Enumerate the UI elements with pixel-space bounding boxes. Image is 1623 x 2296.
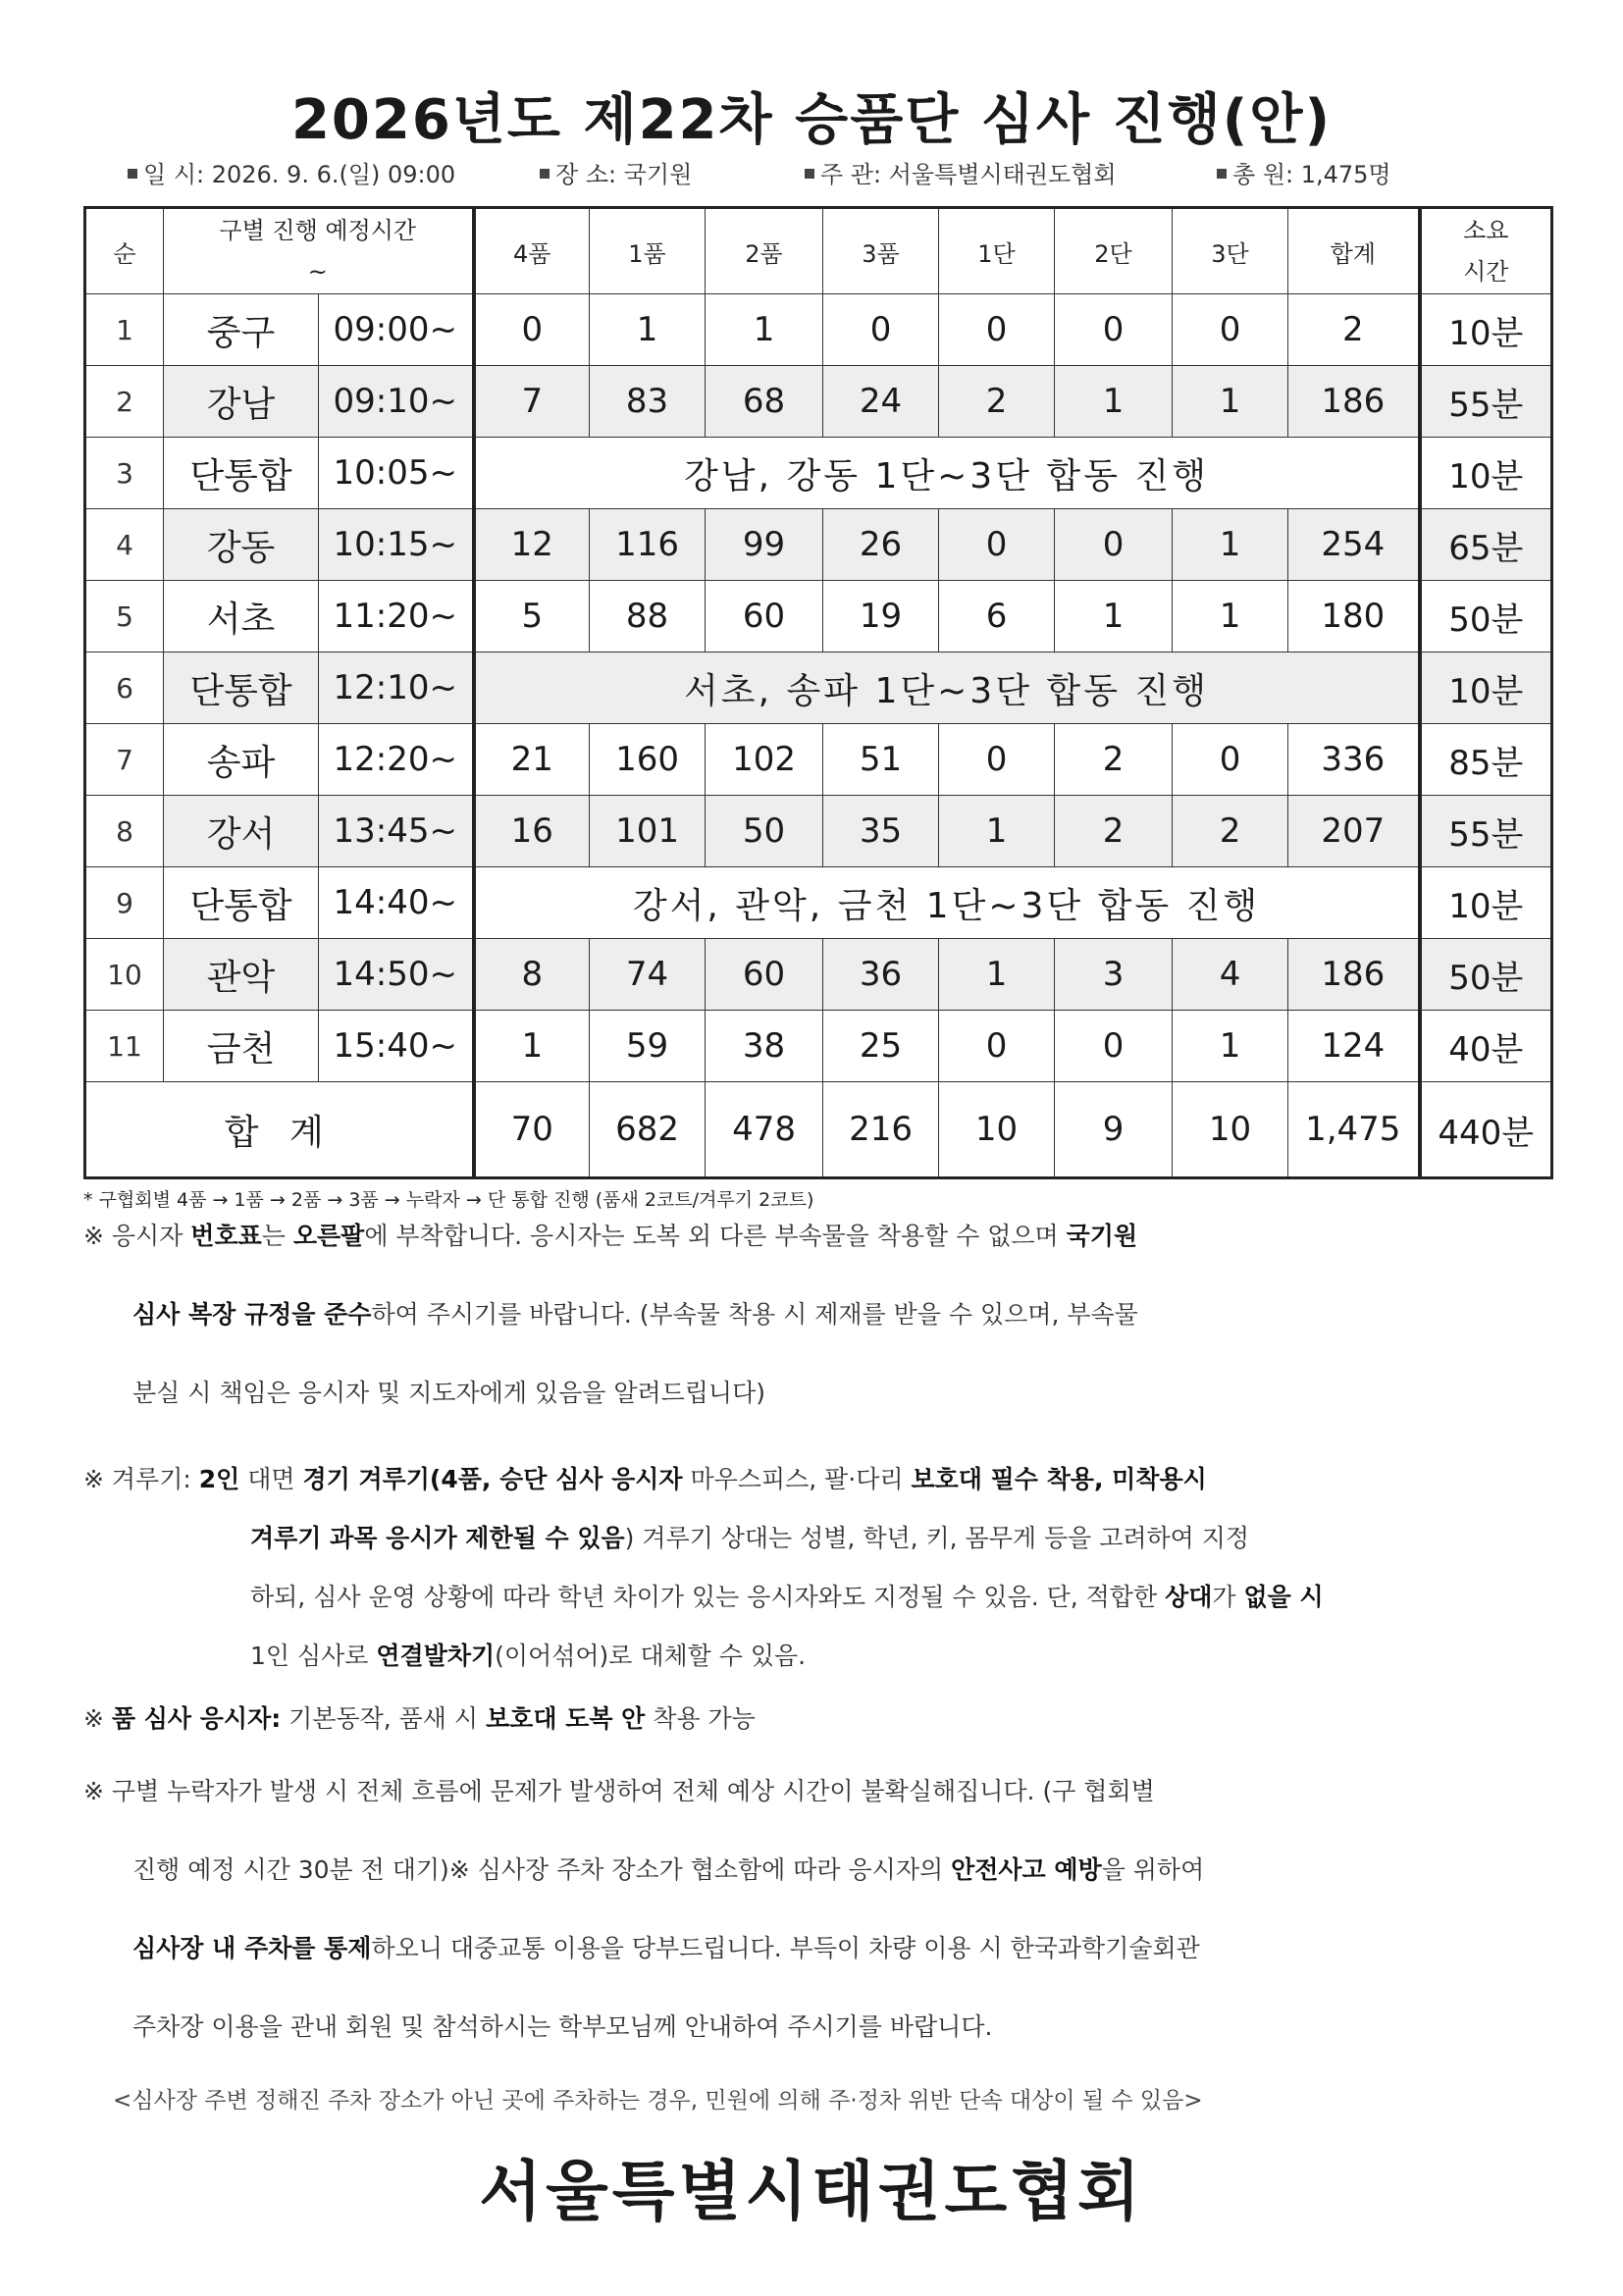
count-cell: 36: [823, 939, 939, 1011]
duration-cell: 10분: [1420, 652, 1552, 724]
duration-cell: 10분: [1420, 294, 1552, 366]
document-title: 2026년도 제22차 승품단 심사 진행(안): [290, 88, 1333, 152]
total-cell: 9: [1055, 1082, 1173, 1178]
count-cell: 8: [474, 939, 590, 1011]
district: 강남: [164, 366, 319, 438]
count-cell: 16: [474, 796, 590, 867]
district: 강서: [164, 796, 319, 867]
count-cell: 0: [823, 294, 939, 366]
count-cell: 21: [474, 724, 590, 796]
count-cell: 83: [590, 366, 706, 438]
count-cell: 3: [1055, 939, 1173, 1011]
start-time: 14:40~: [319, 867, 474, 939]
header-grade: 3품: [823, 208, 939, 294]
count-cell: 2: [1055, 796, 1173, 867]
header-grade: 3단: [1173, 208, 1288, 294]
table-row: [85, 509, 1552, 581]
start-time: 12:10~: [319, 652, 474, 724]
count-cell: 4: [1173, 939, 1288, 1011]
total-cell: 70: [474, 1082, 590, 1178]
table-footnote: * 구협회별 4품 → 1품 → 2품 → 3품 → 누락자 → 단 통합 진행 (품새 2코트/겨루기 2코트): [83, 1189, 814, 1211]
district: 관악: [164, 939, 319, 1011]
count-cell: 7: [474, 366, 590, 438]
note-2-line-4: 1인 심사로 연결발차기(이어섞어)로 대체할 수 있음.: [250, 1642, 807, 1670]
count-cell: 0: [939, 294, 1055, 366]
note-3: ※ 품 심사 응시자: 기본동작, 품새 시 보호대 도복 안 착용 가능: [83, 1704, 756, 1733]
header-sum: 합계: [1288, 208, 1420, 294]
count-cell: 0: [1173, 724, 1288, 796]
table-total-row: [85, 1082, 1552, 1178]
total-duration: 440분: [1420, 1082, 1552, 1178]
square-bullet-icon: [540, 169, 550, 179]
total-cell: 682: [590, 1082, 706, 1178]
total-cell: 10: [1173, 1082, 1288, 1178]
count-cell: 60: [706, 939, 823, 1011]
count-cell: 1: [474, 1011, 590, 1082]
row-number: 9: [85, 867, 164, 939]
district: 강동: [164, 509, 319, 581]
count-cell: 160: [590, 724, 706, 796]
note-4-line-2: 진행 예정 시간 30분 전 대기)※ 심사장 주차 장소가 협소함에 따라 응시자의 안전사고 예방을 위하여: [132, 1855, 1205, 1884]
count-cell: 19: [823, 581, 939, 652]
start-time: 13:45~: [319, 796, 474, 867]
sum-cell: 124: [1288, 1011, 1420, 1082]
count-cell: 99: [706, 509, 823, 581]
count-cell: 74: [590, 939, 706, 1011]
count-cell: 12: [474, 509, 590, 581]
district: 단통합: [164, 867, 319, 939]
duration-cell: 65분: [1420, 509, 1552, 581]
duration-cell: 50분: [1420, 581, 1552, 652]
count-cell: 0: [1173, 294, 1288, 366]
header-grade: 2품: [706, 208, 823, 294]
merged-note: 강서, 관악, 금천 1단~3단 합동 진행: [474, 867, 1420, 939]
note-2-line-1: ※ 겨루기: 2인 대면 경기 겨루기(4품, 승단 심사 응시자 마우스피스, 팔·다리 보호대 필수 착용, 미착용시: [83, 1465, 1207, 1493]
sum-cell: 186: [1288, 939, 1420, 1011]
row-number: 5: [85, 581, 164, 652]
meta-total: 총 원: 1,475명: [1217, 155, 1391, 189]
count-cell: 0: [1055, 1011, 1173, 1082]
square-bullet-icon: [805, 169, 814, 179]
table-row: [85, 724, 1552, 796]
count-cell: 0: [939, 1011, 1055, 1082]
duration-cell: 40분: [1420, 1011, 1552, 1082]
square-bullet-icon: [1217, 169, 1227, 179]
count-cell: 1: [1173, 509, 1288, 581]
row-number: 7: [85, 724, 164, 796]
count-cell: 50: [706, 796, 823, 867]
row-number: 4: [85, 509, 164, 581]
duration-cell: 55분: [1420, 366, 1552, 438]
square-bullet-icon: [128, 169, 137, 179]
count-cell: 5: [474, 581, 590, 652]
total-label: 합 계: [85, 1082, 474, 1178]
header-grade: 1단: [939, 208, 1055, 294]
total-sum: 1,475: [1288, 1082, 1420, 1178]
note-2-line-2: 겨루기 과목 응시가 제한될 수 있음) 겨루기 상대는 성별, 학년, 키, 몸무게 등을 고려하여 지정: [250, 1524, 1250, 1552]
count-cell: 1: [1055, 366, 1173, 438]
count-cell: 25: [823, 1011, 939, 1082]
duration-cell: 10분: [1420, 867, 1552, 939]
district: 서초: [164, 581, 319, 652]
count-cell: 1: [939, 796, 1055, 867]
total-cell: 10: [939, 1082, 1055, 1178]
row-number: 2: [85, 366, 164, 438]
header-grade: 1품: [590, 208, 706, 294]
count-cell: 0: [1055, 294, 1173, 366]
table-row: [85, 1011, 1552, 1082]
count-cell: 2: [939, 366, 1055, 438]
table-row-merged: [85, 867, 1552, 939]
start-time: 14:50~: [319, 939, 474, 1011]
count-cell: 68: [706, 366, 823, 438]
start-time: 09:10~: [319, 366, 474, 438]
count-cell: 1: [1173, 366, 1288, 438]
header-schedule: 구별 진행 예정시간 ~: [164, 208, 474, 294]
district: 송파: [164, 724, 319, 796]
start-time: 10:15~: [319, 509, 474, 581]
note-4-line-1: ※ 구별 누락자가 발생 시 전체 흐름에 문제가 발생하여 전체 예상 시간이 불확실해집니다. (구 협회별: [83, 1777, 1155, 1805]
count-cell: 59: [590, 1011, 706, 1082]
sum-cell: 2: [1288, 294, 1420, 366]
count-cell: 1: [1055, 581, 1173, 652]
note-1-line-1: ※ 응시자 번호표는 오른팔에 부착합니다. 응시자는 도복 외 다른 부속물을 착용할 수 없으며 국기원: [83, 1222, 1138, 1250]
table-row: [85, 939, 1552, 1011]
duration-cell: 85분: [1420, 724, 1552, 796]
start-time: 15:40~: [319, 1011, 474, 1082]
row-number: 10: [85, 939, 164, 1011]
duration-cell: 10분: [1420, 438, 1552, 509]
header-grade: 2단: [1055, 208, 1173, 294]
count-cell: 0: [474, 294, 590, 366]
sum-cell: 336: [1288, 724, 1420, 796]
row-number: 3: [85, 438, 164, 509]
note-4-line-4: 주차장 이용을 관내 회원 및 참석하시는 학부모님께 안내하여 주시기를 바랍니다.: [132, 2012, 993, 2041]
sum-cell: 180: [1288, 581, 1420, 652]
note-5-parking: <심사장 주변 정해진 주차 장소가 아닌 곳에 주차하는 경우, 민원에 의해 주·정차 위반 단속 대상이 될 수 있음>: [113, 2088, 1203, 2113]
start-time: 11:20~: [319, 581, 474, 652]
total-cell: 216: [823, 1082, 939, 1178]
meta-date: 일 시: 2026. 9. 6.(일) 09:00: [128, 155, 455, 189]
row-number: 1: [85, 294, 164, 366]
count-cell: 1: [590, 294, 706, 366]
count-cell: 51: [823, 724, 939, 796]
count-cell: 2: [1173, 796, 1288, 867]
note-1-line-2: 심사 복장 규정을 준수하여 주시기를 바랍니다. (부속물 착용 시 제재를 받을 수 있으며, 부속물: [132, 1300, 1138, 1329]
row-number: 6: [85, 652, 164, 724]
table-row: [85, 581, 1552, 652]
count-cell: 6: [939, 581, 1055, 652]
note-2-line-3: 하되, 심사 운영 상황에 따라 학년 차이가 있는 응시자와도 지정될 수 있음. 단, 적합한 상대가 없을 시: [250, 1583, 1324, 1611]
count-cell: 0: [939, 724, 1055, 796]
table-row: [85, 796, 1552, 867]
table-row-merged: [85, 438, 1552, 509]
duration-cell: 55분: [1420, 796, 1552, 867]
start-time: 09:00~: [319, 294, 474, 366]
count-cell: 2: [1055, 724, 1173, 796]
note-4-line-3: 심사장 내 주차를 통제하오니 대중교통 이용을 당부드립니다. 부득이 차량 이용 시 한국과학기술회관: [132, 1934, 1200, 1962]
district: 단통합: [164, 438, 319, 509]
merged-note: 서초, 송파 1단~3단 합동 진행: [474, 652, 1420, 724]
sum-cell: 207: [1288, 796, 1420, 867]
sum-cell: 186: [1288, 366, 1420, 438]
merged-note: 강남, 강동 1단~3단 합동 진행: [474, 438, 1420, 509]
count-cell: 1: [1173, 1011, 1288, 1082]
count-cell: 102: [706, 724, 823, 796]
count-cell: 35: [823, 796, 939, 867]
count-cell: 1: [939, 939, 1055, 1011]
count-cell: 24: [823, 366, 939, 438]
table-row: [85, 294, 1552, 366]
table-row: [85, 366, 1552, 438]
schedule-table: [83, 206, 1553, 1179]
meta-line: [128, 155, 1521, 190]
meta-place: 장 소: 국기원: [540, 155, 692, 189]
district: 단통합: [164, 652, 319, 724]
count-cell: 38: [706, 1011, 823, 1082]
duration-cell: 50분: [1420, 939, 1552, 1011]
count-cell: 0: [1055, 509, 1173, 581]
district: 중구: [164, 294, 319, 366]
district: 금천: [164, 1011, 319, 1082]
note-1-line-3: 분실 시 책임은 응시자 및 지도자에게 있음을 알려드립니다): [132, 1379, 765, 1407]
count-cell: 1: [1173, 581, 1288, 652]
count-cell: 26: [823, 509, 939, 581]
count-cell: 60: [706, 581, 823, 652]
table-header-row: [85, 208, 1552, 294]
count-cell: 88: [590, 581, 706, 652]
table-row-merged: [85, 652, 1552, 724]
count-cell: 116: [590, 509, 706, 581]
start-time: 10:05~: [319, 438, 474, 509]
header-grade: 4품: [474, 208, 590, 294]
sum-cell: 254: [1288, 509, 1420, 581]
total-cell: 478: [706, 1082, 823, 1178]
start-time: 12:20~: [319, 724, 474, 796]
count-cell: 101: [590, 796, 706, 867]
header-duration: 소요 시간: [1420, 208, 1552, 294]
header-no: 순: [85, 208, 164, 294]
meta-host: 주 관: 서울특별시태권도협회: [805, 155, 1117, 189]
count-cell: 1: [706, 294, 823, 366]
row-number: 8: [85, 796, 164, 867]
count-cell: 0: [939, 509, 1055, 581]
row-number: 11: [85, 1011, 164, 1082]
organization-name: 서울특별시태권도협회: [479, 2154, 1144, 2229]
